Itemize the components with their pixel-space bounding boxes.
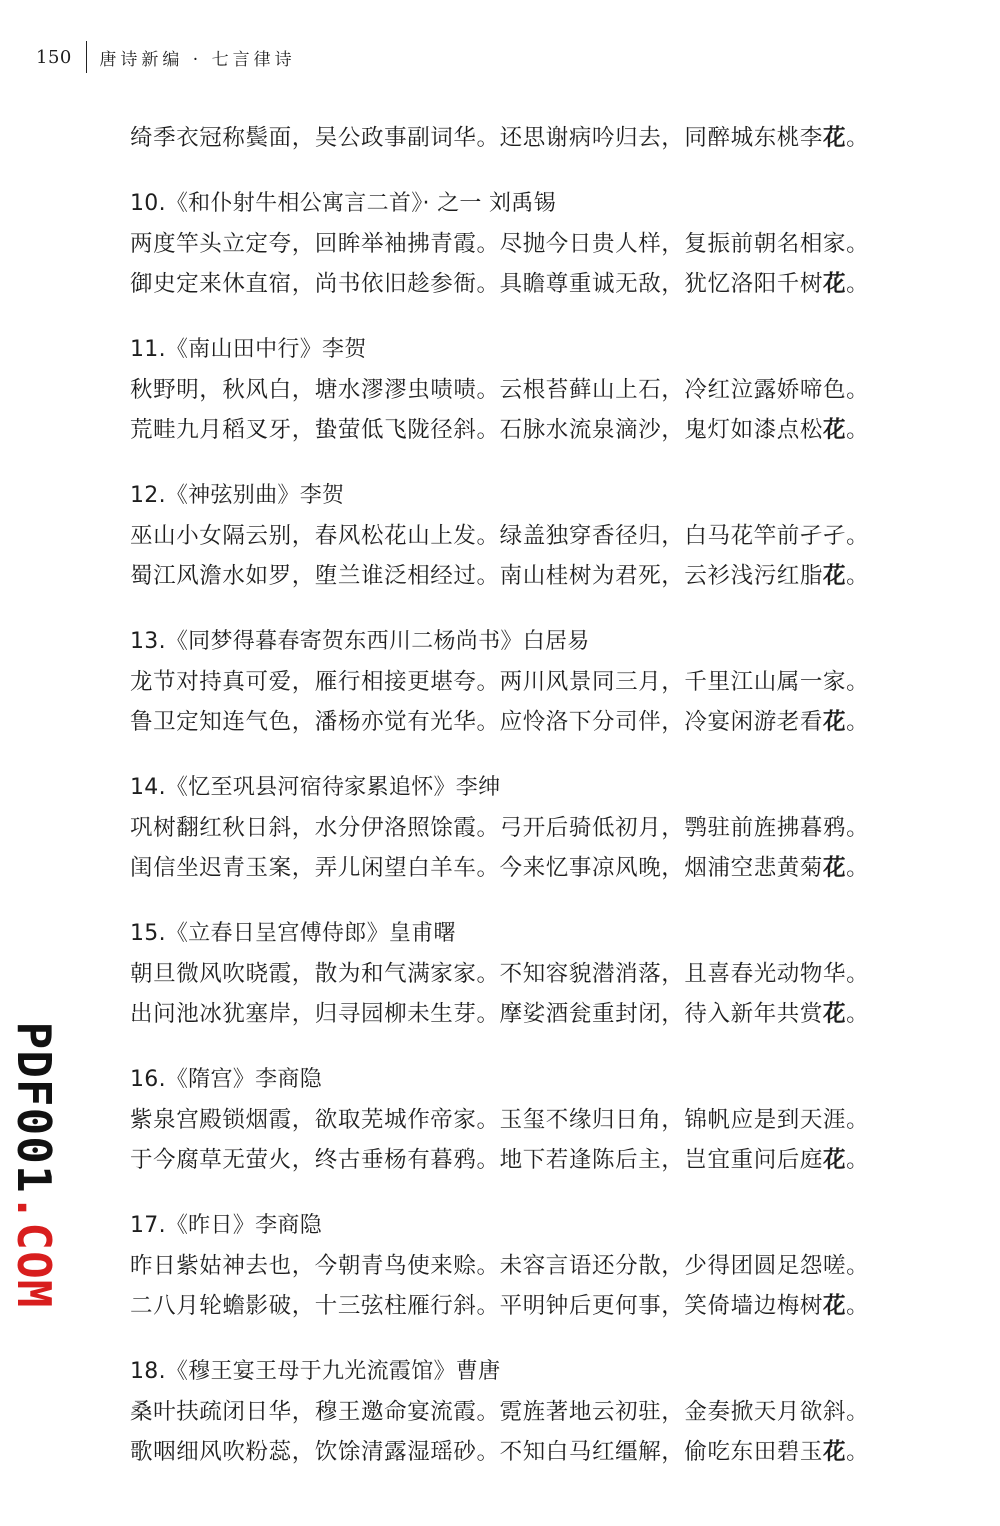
poem-line: 鲁卫定知连气色，潘杨亦觉有光华。应怜洛下分司伴，冷宴闲游老看花。 [130,709,870,735]
rhyme-char: 花 [823,1293,847,1319]
poem-entry [130,330,910,450]
poem-line: 御史定来休直宿，尚书依旧趁参衙。具瞻尊重诚无敌，犹忆洛阳千树花。 [130,271,870,297]
page-header [36,40,296,74]
rhyme-char: 花 [823,125,847,151]
poem-title: 11.《南山田中行》李贺 [130,337,367,362]
poem-title: 15.《立春日呈宫傅侍郎》皇甫曙 [130,921,456,946]
poem-line: 闺信坐迟青玉案，弄儿闲望白羊车。今来忆事凉风晚，烟浦空悲黄菊花。 [130,855,870,881]
poem-line: 出问池冰犹塞岸，归寻园柳未生芽。摩娑酒瓮重封闭，待入新年共赏花。 [130,1001,870,1027]
rhyme-char: 花 [823,1439,847,1465]
poem-title: 17.《昨日》李商隐 [130,1213,322,1238]
watermark-name: PDF001 [7,1021,61,1194]
header-divider [86,41,88,73]
poem-line: 歌咽细风吹粉蕊，饮馀清露湿瑶砂。不知白马红缰解，偷吃东田碧玉花。 [130,1439,870,1465]
poem-line: 两度竿头立定夸，回眸举袖拂青霞。尽抛今日贵人样，复振前朝名相家。 [130,231,870,257]
poem-title: 12.《神弦别曲》李贺 [130,483,345,508]
poem-line: 桑叶扶疏闭日华，穆王邀命宴流霞。霓旌著地云初驻，金奏掀天月欲斜。 [130,1399,870,1425]
poem-line: 巫山小女隔云别，春风松花山上发。绿盖独穿香径归，白马花竿前孑孑。 [130,523,870,549]
poem-title: 18.《穆王宴王母于九光流霞馆》曹唐 [130,1359,501,1384]
poem-title: 16.《隋宫》李商隐 [130,1067,322,1092]
poem-title: 14.《忆至巩县河宿待家累追怀》李绅 [130,775,501,800]
page-number: 150 [36,46,72,68]
poem-title: 13.《同梦得暮春寄贺东西川二杨尚书》白居易 [130,629,590,654]
poem-line: 龙节对持真可爱，雁行相接更堪夸。两川风景同三月，千里江山属一家。 [130,669,870,695]
rhyme-char: 花 [823,1147,847,1173]
book-title: 唐诗新编 · 七言律诗 [99,49,296,70]
poem-entry [130,184,910,304]
poem-line: 荒畦九月稻叉牙，蛰萤低飞陇径斜。石脉水流泉滴沙，鬼灯如漆点松花。 [130,417,870,443]
watermark [7,1022,61,1309]
poem-entry [130,914,910,1034]
rhyme-char: 花 [823,271,847,297]
rhyme-char: 花 [823,855,847,881]
poem-entry [130,1206,910,1326]
watermark-domain: .COM [7,1193,61,1309]
poem-line: 朝旦微风吹晓霞，散为和气满家家。不知容貌潜消落，且喜春光动物华。 [130,961,870,987]
rhyme-char: 花 [823,563,847,589]
poem-line: 紫泉宫殿锁烟霞，欲取芜城作帝家。玉玺不缘归日角，锦帆应是到天涯。 [130,1107,870,1133]
poem-entry [130,768,910,888]
poem-line: 巩树翻红秋日斜，水分伊洛照馀霞。弓开后骑低初月，鹗驻前旌拂暮鸦。 [130,815,870,841]
poem-entry [130,1352,910,1472]
poem-line: 蜀江风澹水如罗，堕兰谁泛相经过。南山桂树为君死，云衫浅污红脂花。 [130,563,870,589]
rhyme-char: 花 [823,709,847,735]
poem-line: 秋野明，秋风白，塘水漻漻虫啧啧。云根苔藓山上石，冷红泣露娇啼色。 [130,377,870,403]
continued-poem-line: 绮季衣冠称鬓面，吴公政事副词华。还思谢病吟归去，同醉城东桃李花。 [130,125,870,151]
rhyme-char: 花 [823,1001,847,1027]
page-body [130,118,910,1472]
poem-line: 昨日紫姑神去也，今朝青鸟使来赊。未容言语还分散，少得团圆足怨嗟。 [130,1253,870,1279]
poem-entry [130,1060,910,1180]
poem-title: 10.《和仆射牛相公寓言二首》· 之一 刘禹锡 [130,191,556,216]
poem-entry [130,476,910,596]
rhyme-char: 花 [823,417,847,443]
poem-line: 于今腐草无萤火，终古垂杨有暮鸦。地下若逢陈后主，岂宜重问后庭花。 [130,1147,870,1173]
poem-entry [130,622,910,742]
poem-line: 二八月轮蟾影破，十三弦柱雁行斜。平明钟后更何事，笑倚墙边梅树花。 [130,1293,870,1319]
